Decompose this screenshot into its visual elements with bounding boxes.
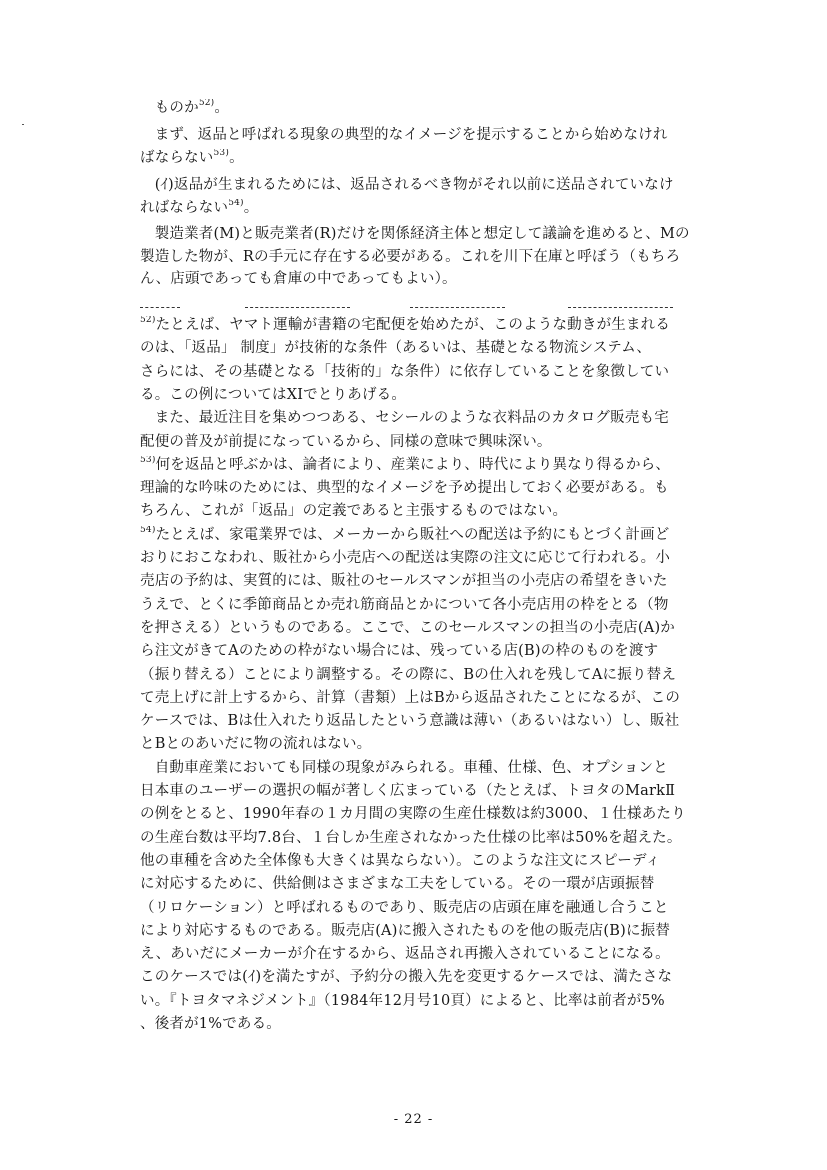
line-text: の例をとると、1990年春の１カ月間の実際の生産仕様数は約3000、１仕様あたり bbox=[140, 806, 686, 823]
line-text: ら注文がきてAのための枠がない場合には、残っている店(B)の枠のものを渡す bbox=[140, 643, 659, 660]
line-text-cont: 。 bbox=[243, 200, 259, 216]
footnote-line bbox=[140, 502, 730, 522]
line-text: のは、「返品」 制度」が技術的な条件（あるいは、基礎となる物流システム、 bbox=[140, 340, 652, 357]
line-text: おりにおこなわれ、販社から小売店への配送は実際の注文に応じて行われる。小 bbox=[140, 550, 671, 566]
line-text: （振り替える）ことにより調整する。その際に、Bの仕入れを残してAに振り替え bbox=[140, 666, 677, 683]
footnote-line bbox=[140, 968, 730, 988]
line-text: 、後者が1%である。 bbox=[140, 1016, 282, 1032]
footnote-marker: 52) bbox=[198, 99, 215, 108]
footnote-line bbox=[140, 316, 730, 336]
footnote-line bbox=[140, 549, 730, 569]
line-text-cont: 。 bbox=[214, 100, 230, 116]
text-line bbox=[140, 149, 730, 169]
footnote-line bbox=[140, 759, 730, 779]
footnote-marker: 53) bbox=[140, 455, 156, 465]
footnote-line bbox=[140, 945, 730, 965]
footnote-line bbox=[140, 735, 730, 755]
footnote-line bbox=[140, 456, 730, 476]
footnote-rule bbox=[568, 307, 673, 308]
line-text: (ｲ)返品が生まれるためには、返品されるべき物がそれ以前に送品されていなけ bbox=[140, 177, 674, 193]
footnote-line bbox=[140, 666, 730, 686]
line-text: 他の車種を含めた全体像も大きくは異ならない）。このような注文にスピーディ bbox=[140, 852, 661, 869]
footnote-line bbox=[140, 363, 730, 383]
footnote-line bbox=[140, 619, 730, 639]
footnote-line bbox=[140, 852, 730, 872]
footnote-line bbox=[140, 829, 730, 849]
line-text-cont: たとえば、家電業界では、メーカーから販社への配送は予約にもとづく計画ど bbox=[155, 526, 670, 543]
footnote-line bbox=[140, 992, 730, 1012]
line-text: ん、店頭であっても倉庫の中であってもよい）。 bbox=[140, 271, 457, 287]
line-text: 自動車産業においても同様の現象がみられる。車種、仕様、色、オプションと bbox=[140, 759, 668, 776]
line-text: また、最近注目を集めつつある、セシールのような衣料品のカタログ販売も宅 bbox=[140, 410, 669, 427]
line-text: ればならない bbox=[140, 200, 229, 216]
line-text-cont: 何を返品と呼ぶかは、論者により、産業により、時代により異なり得るから、 bbox=[155, 456, 671, 473]
line-text: ケースでは、Bは仕入れたり返品したという意識は薄い（あるいはない）し、販社 bbox=[140, 713, 680, 730]
footnote-line bbox=[140, 712, 730, 732]
line-text: 製造した物が、Rの手元に存在する必要がある。これを川下在庫と呼ぼう（もちろ bbox=[140, 249, 681, 265]
line-text: え、あいだにメーカーが介在するから、返品され再搬入されていることになる。 bbox=[140, 946, 670, 963]
text-line bbox=[140, 199, 730, 219]
footnote-line bbox=[140, 596, 730, 616]
footnote-line bbox=[140, 922, 730, 942]
text-line bbox=[140, 176, 730, 196]
line-text: まず、返品と呼ばれる現象の典型的なイメージを提示することから始めなけれ bbox=[140, 127, 668, 143]
footnote-line bbox=[140, 339, 730, 359]
line-text: により対応するものである。販売店(A)に搬入されたものを他の販売店(B)に振替 bbox=[140, 922, 671, 939]
footnote-marker: 54) bbox=[228, 199, 244, 208]
footnote-marker: 54) bbox=[140, 525, 156, 535]
text-line bbox=[140, 270, 730, 290]
line-text: の生産台数は平均7.8台、１台しか生産されなかった仕様の比率は50%を超えた。 bbox=[140, 829, 682, 846]
line-text: とBとのあいだに物の流れはない。 bbox=[140, 736, 372, 753]
line-text: い。『トヨタマネジメント』（1984年12月号10頁）によると、比率は前者が5% bbox=[140, 992, 665, 1009]
footnote-line bbox=[140, 689, 730, 709]
text-line bbox=[140, 99, 730, 119]
footnote-line bbox=[140, 479, 730, 499]
line-text: ちろん、これが「返品」の定義であると主張するものではない。 bbox=[140, 503, 568, 520]
scan-speck bbox=[22, 124, 24, 125]
footnote-line bbox=[140, 899, 730, 919]
text-line bbox=[140, 248, 730, 268]
line-text: に対応するために、供給側はさまざまな工夫をしている。その一環が店頭振替 bbox=[140, 876, 655, 893]
footnote-line bbox=[140, 526, 730, 546]
footnote-rule bbox=[245, 307, 350, 308]
line-text: る。この例についてはXIでとりあげる。 bbox=[140, 386, 407, 403]
line-text: て売上げに計上するから、計算（書類）上はBから返品されたことになるが、この bbox=[140, 689, 681, 706]
line-text: さらには、その基礎となる「技術的」な条件）に依存していることを象徴してい bbox=[140, 363, 670, 380]
footnote-marker: 53) bbox=[213, 149, 230, 158]
footnote-rule bbox=[140, 307, 180, 308]
line-text-cont: たとえば、ヤマト運輸が書籍の宅配便を始めたが、このような動きが生まれる bbox=[155, 317, 671, 333]
line-text: 配便の普及が前提になっているから、同様の意味で興味深い。 bbox=[140, 433, 552, 450]
footnote-line bbox=[140, 409, 730, 429]
line-text: （リロケーション）と呼ばれるものであり、販売店の店頭在庫を融通し合うこと bbox=[140, 899, 669, 916]
line-text-cont: 。 bbox=[229, 150, 244, 166]
footnote-line bbox=[140, 875, 730, 895]
line-text: ばならない bbox=[140, 150, 214, 166]
line-text: を押さえる）というものである。ここで、このセールスマンの担当の小売店(A)か bbox=[140, 619, 675, 636]
footnote-line bbox=[140, 805, 730, 825]
footnote-line bbox=[140, 433, 730, 453]
footnote-marker: 52) bbox=[140, 316, 156, 325]
line-text: 売店の予約は、実質的には、販社のセールスマンが担当の小売店の希望をきいた bbox=[140, 573, 668, 590]
line-text: うえで、とくに季節商品とか売れ筋商品とかについて各小売店用の枠をとる（物 bbox=[140, 596, 669, 613]
footnote-line bbox=[140, 642, 730, 662]
line-text: ものか bbox=[140, 100, 199, 116]
footnote-line bbox=[140, 386, 730, 406]
line-text: このケースでは(ｲ)を満たすが、予約分の搬入先を変更するケースでは、満たさな bbox=[140, 969, 673, 986]
footnote-line bbox=[140, 782, 730, 802]
footnote-rule bbox=[410, 307, 505, 308]
footnote-line bbox=[140, 1015, 730, 1035]
text-line bbox=[140, 126, 730, 146]
line-text: 製造業者(M)と販売業者(R)だけを関係経済主体と想定して議論を進めると、Mの bbox=[140, 226, 690, 242]
line-text: 理論的な吟味のためには、典型的なイメージを予め提出しておく必要がある。も bbox=[140, 480, 669, 497]
text-line bbox=[140, 225, 730, 245]
footnote-line bbox=[140, 572, 730, 592]
line-text: 日本車のユーザーの選択の幅が著しく広まっている（たとえば、トヨタのMarkⅡ bbox=[140, 783, 676, 799]
page-number: - 22 - bbox=[393, 1112, 434, 1127]
